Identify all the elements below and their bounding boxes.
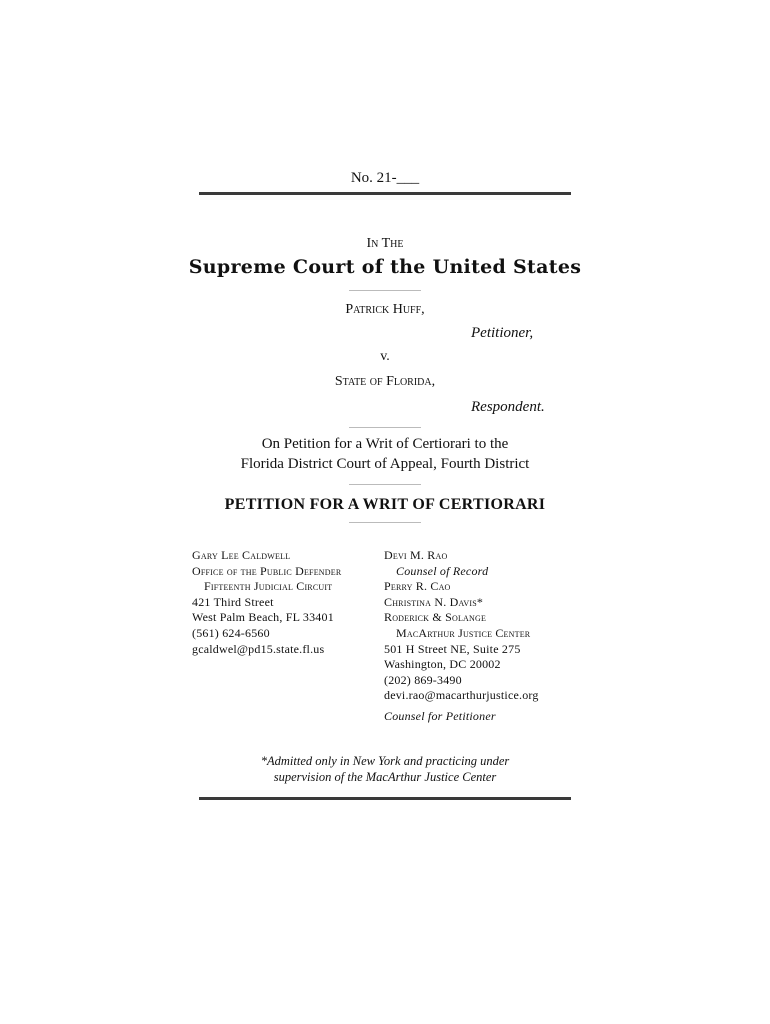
left-counsel-phone: (561) 624-6560	[192, 625, 270, 640]
counsel-for-label: Counsel for Petitioner	[384, 708, 496, 723]
right-counsel-email: devi.rao@macarthurjustice.org	[384, 688, 539, 703]
right-counsel-name-2: Perry R. Cao	[384, 579, 451, 594]
respondent-name: State of Florida,	[334, 374, 436, 389]
versus-label: v.	[380, 349, 390, 364]
petition-line-2: Florida District Court of Appeal, Fourth District	[240, 456, 530, 472]
divider-4	[349, 522, 421, 523]
top-rule	[199, 192, 571, 195]
document-title: PETITION FOR A WRIT OF CERTIORARI	[224, 496, 546, 513]
petition-line-1: On Petition for a Writ of Certiorari to the	[261, 436, 509, 452]
right-counsel-org-2: MacArthur Justice Center	[396, 625, 531, 640]
right-counsel-city: Washington, DC 20002	[384, 657, 501, 672]
in-the-label: In The	[366, 236, 404, 251]
left-counsel-block	[192, 548, 341, 657]
right-counsel-block	[384, 548, 539, 725]
docket-number: No. 21-___	[350, 170, 420, 186]
footnote-line-2: supervision of the MacArthur Justice Center	[273, 770, 497, 784]
left-counsel-email: gcaldwel@pd15.state.fl.us	[192, 641, 325, 656]
petitioner-name: Patrick Huff,	[345, 302, 425, 317]
right-counsel-name: Devi M. Rao	[384, 548, 448, 562]
left-counsel-circuit: Fifteenth Judicial Circuit	[204, 579, 333, 594]
divider-3	[349, 484, 421, 485]
footnote-line-1: *Admitted only in New York and practicing under	[260, 754, 510, 768]
right-counsel-role: Counsel of Record	[396, 563, 489, 578]
right-counsel-phone: (202) 869-3490	[384, 672, 462, 687]
left-counsel-city: West Palm Beach, FL 33401	[192, 610, 334, 625]
court-name: Supreme Court of the United States	[188, 256, 582, 278]
petitioner-role: Petitioner,	[471, 325, 534, 341]
bottom-rule	[199, 797, 571, 800]
respondent-role: Respondent.	[471, 399, 545, 415]
right-counsel-street: 501 H Street NE, Suite 275	[384, 641, 521, 656]
left-counsel-street: 421 Third Street	[192, 594, 274, 609]
right-counsel-name-3: Christina N. Davis*	[384, 594, 484, 609]
divider-2	[349, 427, 421, 428]
left-counsel-office: Office of the Public Defender	[192, 563, 342, 578]
right-counsel-org-1: Roderick & Solange	[384, 610, 487, 625]
divider-1	[349, 290, 421, 291]
left-counsel-name: Gary Lee Caldwell	[192, 548, 291, 562]
